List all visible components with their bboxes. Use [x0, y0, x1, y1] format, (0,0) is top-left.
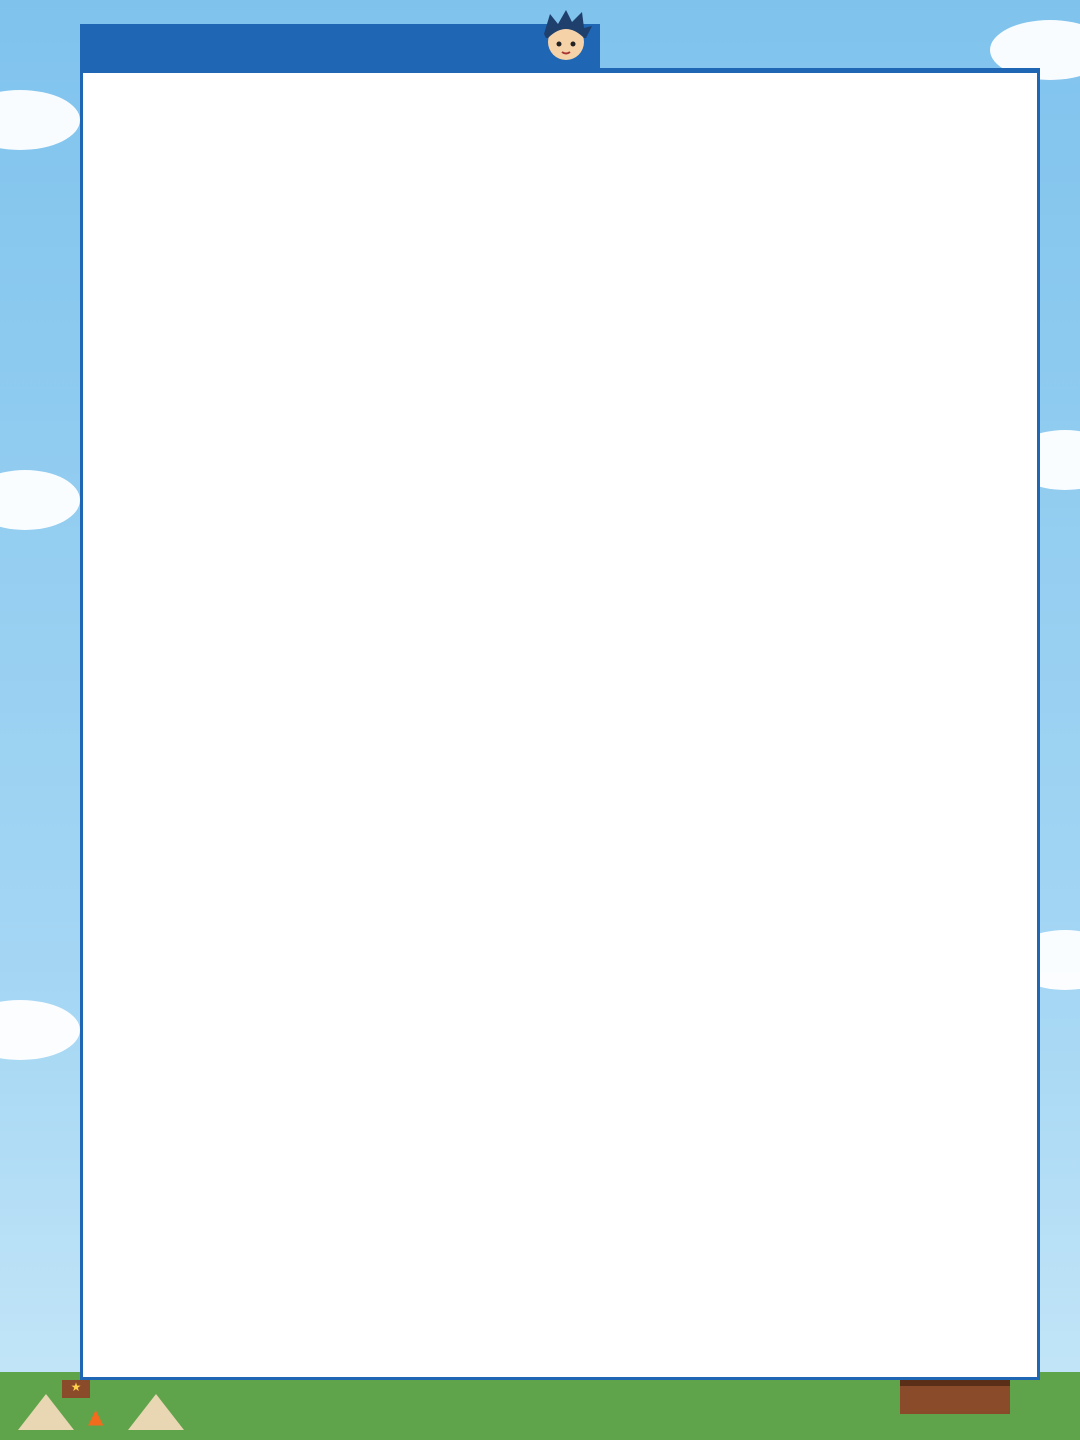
campfire-icon: ▲ [88, 1404, 104, 1428]
tent [128, 1394, 184, 1430]
choices-header [303, 73, 1037, 103]
page-title [80, 24, 600, 70]
question-header [83, 73, 303, 103]
natsumi-avatar-icon [536, 8, 596, 68]
walkthrough-table [80, 68, 1040, 1380]
cabin [900, 1380, 1010, 1414]
tent [18, 1394, 74, 1430]
camp-sign: ★ [62, 1380, 90, 1398]
